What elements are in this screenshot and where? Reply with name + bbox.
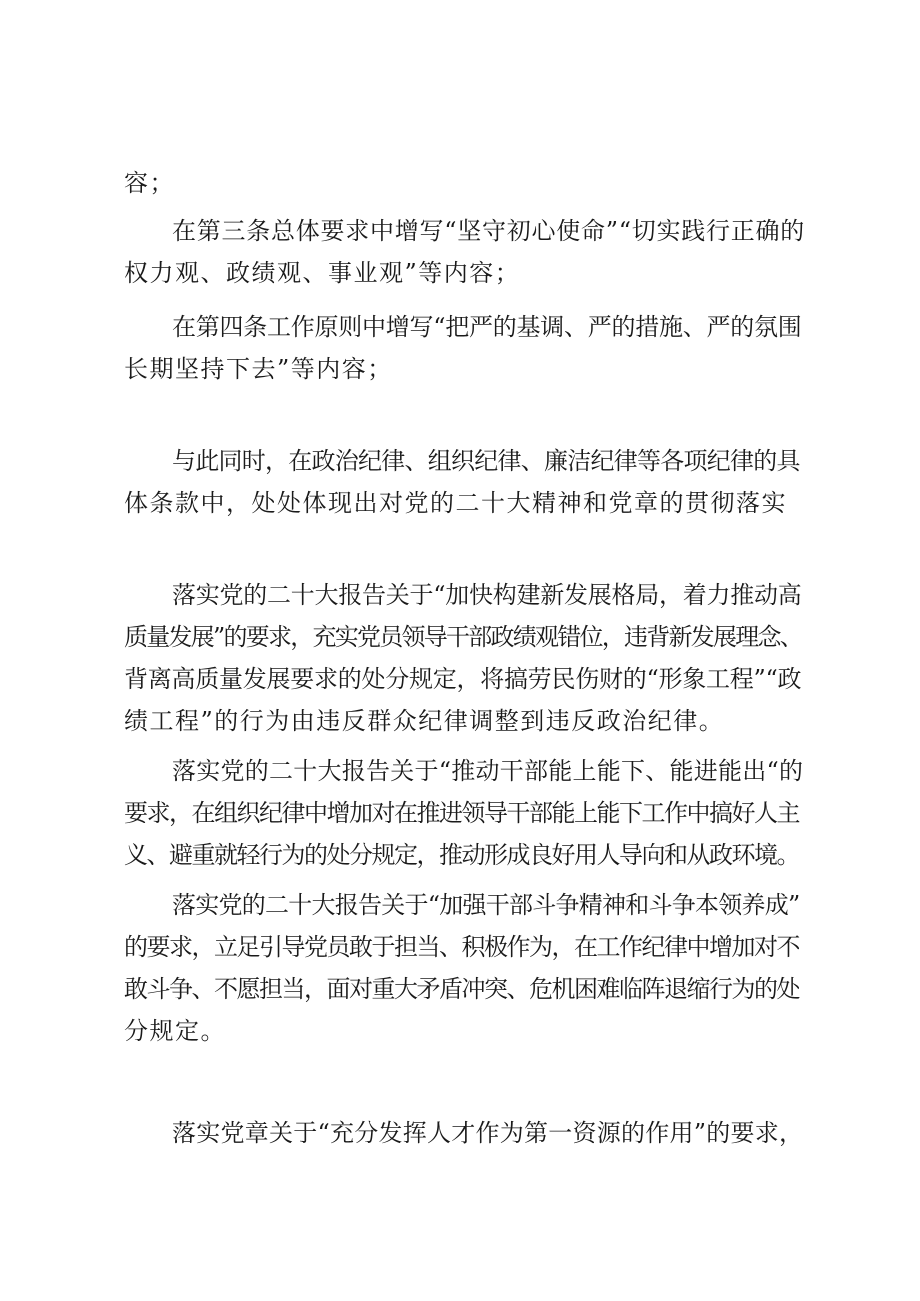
text-line: 与此同时，在政治纪律、组织纪律、廉洁纪律等各项纪律的具 (172, 447, 800, 475)
text-line: 长期坚持下去”等内容； (124, 355, 393, 383)
paragraph-struggle (124, 884, 804, 1052)
text-line: 背离高质量发展要求的处分规定，将搞劳民伤财的“形象工程”“政 (124, 665, 802, 693)
paragraph-talent (124, 1112, 804, 1154)
text-line: 落实党的二十大报告关于“推动干部能上能下、能进能出“的 (172, 757, 804, 785)
paragraph-continuation (124, 162, 804, 204)
text-line: 义、避重就轻行为的处分规定，推动形成良好用人导向和从政环境。 (124, 841, 799, 869)
paragraph-development (124, 574, 804, 742)
text-line: 的要求，立足引导党员敢于担当、积极作为，在工作纪律中增加对不 (124, 933, 799, 961)
text-line: 绩工程”的行为由违反群众纪律调整到违反政治纪律。 (124, 707, 725, 735)
text-line: 在第四条工作原则中增写“把严的基调、严的措施、严的氛围 (172, 313, 802, 341)
text-line: 落实党的二十大报告关于“加快构建新发展格局，着力推动高 (172, 581, 802, 609)
text-line: 体条款中，处处体现出对党的二十大精神和党章的贯彻落实 (124, 489, 787, 517)
text-line: 要求，在组织纪律中增加对在推进领导干部能上能下工作中搞好人主 (124, 799, 799, 827)
text-line: 落实党章关于“充分发挥人才作为第一资源的作用”的要求， (172, 1119, 804, 1147)
text-line: 在第三条总体要求中增写“坚守初心使命”“切实践行正确的 (172, 217, 806, 245)
text-line: 容； (124, 169, 175, 197)
text-line: 质量发展”的要求，充实党员领导干部政绩观错位，违背新发展理念、 (124, 623, 803, 651)
paragraph-cadres (124, 750, 804, 876)
text-line: 分规定。 (124, 1017, 226, 1045)
paragraph-article-4 (124, 306, 804, 390)
text-line: 敢斗争、不愿担当，面对重大矛盾冲突、危机困难临阵退缩行为的处 (124, 975, 799, 1003)
paragraph-meanwhile (124, 440, 804, 524)
text-line: 权力观、政绩观、事业观”等内容； (124, 259, 521, 287)
paragraph-article-3 (124, 210, 804, 294)
text-line: 落实党的二十大报告关于“加强干部斗争精神和斗争本领养成” (172, 891, 800, 919)
